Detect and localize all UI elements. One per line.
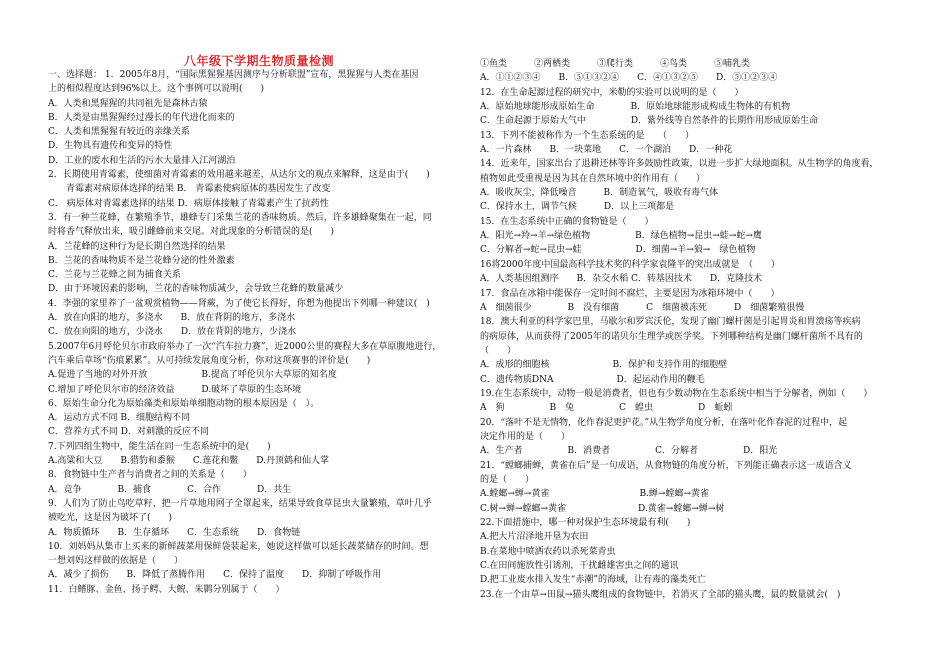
text-line: 23.在一个由草→田鼠→猫头鹰组成的食物链中，若消灭了全部的猫头鹰，鼠的数量就会( )	[480, 589, 841, 600]
text-line: 7.下列四组生物中，能生活在同一生态系统中的是( )	[48, 441, 271, 452]
text-line: 21．“螳螂捕蝉，黄雀在后”是一句成语，从食物链的角度分析，下列能正确表示这一成语含义	[480, 460, 852, 471]
text-line: A．物质循环 B．生存循环 C．生态系统 D．食物链	[48, 527, 301, 538]
text-line: A.促进了当地的对外开放 B.提高了呼伦贝尔大草原的知名度	[48, 370, 337, 381]
text-line: 17．食品在冰箱中能保存一定时间不腐烂，主要是因为冰箱环境中（ ）	[480, 288, 780, 299]
text-line: 汽车乘后草场“伤痕累累”。从可持续发展角度分析，你对这项赛事的评价是( )	[48, 355, 371, 366]
text-line: A.高粱和大豆 B.猎豹和黍猴 C.莲花和鳖 D.丹顶鹤和仙人掌	[48, 456, 330, 467]
text-line: A．人类和黑猩猩的共同祖先是森林古猿	[48, 98, 208, 109]
document-title: 八年级下学期生物质量检测	[183, 54, 334, 68]
left-column	[48, 68, 470, 597]
text-line: C．人类和黑猩猩有较近的亲缘关系	[48, 127, 190, 138]
text-line: C.增加了呼伦贝尔市的经济效益 D.破坏了草原的生态环境	[48, 384, 302, 395]
text-line: A．一片森林 B．一块菜地 C．一个湖泊 D．一种花	[480, 145, 733, 156]
text-line: 12．在生命起源过程的研究中，米勒的实验可以说明的是（ ）	[480, 87, 744, 98]
text-line: 一、选择题： 1．2005年8月，“国际黑猩猩基因测序与分析联盟”宣布，黑猩猩与人类在基因	[48, 70, 419, 80]
text-line: 14．近来年，国家出台了退耕还林等许多鼓励性政策，以进一步扩大绿地面积。从生物学的角度看，	[480, 159, 879, 170]
text-line: A.把大片沼泽地开垦为农田	[480, 532, 589, 543]
text-line: 植物如此受重视是因为其在自然环境中的作用有（ ）	[480, 173, 706, 184]
text-line: C.在田间施放性引诱剂，干扰雌雄害虫之间的通讯	[480, 561, 679, 572]
text-line: C．保持水土，调节气候 D．以上三项都是	[480, 202, 675, 213]
text-line: A．生产者 B．消费者 C．分解者 D．阳光	[480, 446, 778, 457]
text-line: D.把工业废水排入发生“赤潮”的海域，让有毒的藻类死亡	[480, 575, 706, 586]
text-line: A.螳螂→蝉→黄雀 B.蝉→螳螂→黄雀	[480, 489, 710, 500]
text-line: A．竞争 B．捕食 C．合作 D．共生	[48, 484, 292, 495]
text-line: 决定作用的是（ ）	[480, 431, 571, 442]
text-line: 20．“落叶不是无情物，化作春泥更护花。”从生物学角度分析，在落叶化作春泥的过程中，起	[480, 417, 848, 428]
text-line: 一想刘妈这样做的依据是（ ）	[48, 556, 184, 567]
text-line: 4．李强的家里养了一盆观赏植物——肾蕨，为了使它长得好，你想为他提出下列哪一种建议( )	[48, 298, 430, 309]
text-line: D．工业的废水和生活的污水大量排入江河湖泊	[48, 155, 236, 166]
text-line: 8．食物链中生产者与消费者之间的关系是（ ）	[48, 470, 252, 481]
text-line: C．营养方式不同 D．对刺激的反应不同	[48, 427, 209, 438]
text-line: C．生命起源于原始大气中 D．紫外线等自然条件的长期作用形成原始生命	[480, 116, 819, 127]
text-line: 10．刘妈妈从集市上买来的新鲜蔬菜用保鲜袋装起来，她说这样做可以延长蔬菜储存的时间。想	[48, 541, 429, 552]
text-line: B.在菜地中喷洒农药以杀死菜青虫	[480, 546, 616, 557]
text-line: 9．人们为了防止鸟吃草籽，把一片草地用网子全罩起来，结果导致食草昆虫大量繁殖，草叶几乎	[48, 498, 432, 509]
text-line: A．减少了损伤 B．降低了蒸腾作用 C．保持了温度 D．抑制了呼吸作用	[48, 570, 382, 581]
text-line: A 狗 B 兔 C 蝗虫 D 蚯蚓	[480, 403, 733, 414]
text-line: 被吃光，这是因为破坏了( )	[48, 513, 173, 524]
text-line: C．分解者→蛇→昆虫→蛙 D．细菌→羊→狼→ 绿色植物	[480, 245, 756, 256]
text-line: （ ）	[480, 345, 517, 356]
text-line: 3．有一种兰花蜂，在繁殖季节，雄蜂专门采集兰花的香味物质。然后，许多雄蜂聚集在一起，同	[48, 212, 432, 223]
text-line: D．生物具有遗传和变异的特性	[48, 141, 173, 152]
text-line: A．①①②③④ B．⑤①③②④ C．④①③②⑤ D．⑤①②③④	[480, 73, 778, 84]
text-line: 11．白鳍豚、金鱼、扬子鳄、大鲵、朱鹮分别属于（ ）	[48, 584, 285, 595]
text-line: 青霉素对病原体选择的结果 B． 青霉素使病原体的基因发生了改变	[48, 184, 331, 195]
text-line: A．吸收灰尘，降低噪音 B．制造氧气，吸收有毒气体	[480, 188, 719, 199]
text-line: A．运动方式不同 B．细胞结构不同	[48, 413, 190, 424]
text-line: C．放在向阳的地方，少浇水 D．放在背阴的地方，少浇水	[48, 327, 297, 338]
text-line: C.树→蝉→螳螂→黄雀 D.黄雀→螳螂→蝉→树	[480, 503, 725, 514]
text-line: 的是（ ）	[480, 474, 535, 485]
text-line: C．遗传物质DNA D．起运动作用的鞭毛	[480, 374, 705, 385]
text-line: 16将2000年度中国最高科学技术奖的科学家袁隆平的突出成就是 （ ）	[480, 259, 780, 270]
text-line: 上的相似程度达到96%以上。这个事例可以说明( )	[48, 84, 265, 95]
text-line: C． 病原体对青霉素选择的结果 D．病原体接触了青霉素产生了抗药性	[48, 198, 329, 209]
text-line: 19.在生态系统中，动物一般是消费者，但也有少数动物在生态系统中相当于分解者，例如（ ）	[480, 388, 873, 399]
text-line: B．兰花的香味物质不是兰花蜂分泌的性外激素	[48, 255, 235, 266]
text-line: A．阳光→羚→羊→绿色植物 B．绿色植物→昆虫→蛙→蛇→鹰	[480, 231, 762, 242]
text-line: 15．在生态系统中正确的食物链是（ ）	[480, 216, 654, 227]
text-line: A．成形的细胞核 B．保护和支持作用的细胞壁	[480, 360, 728, 371]
text-line: 6、原始生命分化为原始藻类和原始单细胞动物的根本原因是（ ）。	[48, 398, 320, 409]
text-line: 的病原体，从而获得了2005年的诺贝尔生理学或医学奖。下列哪种结构是幽门螺杆菌所不具有的	[480, 331, 863, 342]
text-line: 5.2007年6月呼伦贝尔市政府举办了一次“汽车拉力赛”，近2000公里的赛程大多在草原腹地进行，	[48, 341, 442, 352]
text-line: 18．澳大利亚的科学家巴里，马歇尔和罗宾沃伦，发现了幽门螺杆菌是引起胃炎和胃溃疡等疾病	[480, 317, 861, 328]
text-line: B．人类是由黑猩猩经过漫长的年代进化而来的	[48, 112, 235, 123]
text-line: ①鱼类 ②两栖类 ③爬行类 ④鸟类 ⑤哺乳类	[480, 59, 751, 69]
text-line: A．兰花蜂的这种行为是长期自然选择的结果	[48, 241, 226, 252]
text-line: 2．长期使用青霉素，使细菌对青霉素的效用越来越差，从达尔文的观点来解释，这是由于( )	[48, 170, 430, 181]
text-line: A．原始地球能形成原始生命 B．原始地球能形成构成生物体的有机物	[480, 102, 791, 113]
right-column	[480, 57, 910, 602]
text-line: 时将香气释放出来，吸引雌蜂前来交尾。对此现象的分析错误的是( )	[48, 227, 335, 238]
text-line: 13．下列不能被称作为一个生态系统的是 （ ）	[480, 130, 694, 141]
text-line: 22.下面措施中，哪一种对保护生态环境最有利( )	[480, 518, 691, 528]
text-line: A．放在向阳的地方，多浇水 B．放在背阴的地方，多浇水	[48, 313, 296, 324]
text-line: A 细菌很少 B 没有细菌 C 细菌被冻死 D 细菌繁殖很慢	[480, 302, 805, 313]
text-line: C．兰花与兰花蜂之间为捕食关系	[48, 270, 181, 281]
text-line: A．人类基因组测序 B．杂交水稻 C．转基因技术 D．克隆技术	[480, 274, 763, 285]
text-line: D．由于环境因素的影响，兰花的香味物质减少，会导致兰花蜂的数量减少	[48, 284, 344, 295]
